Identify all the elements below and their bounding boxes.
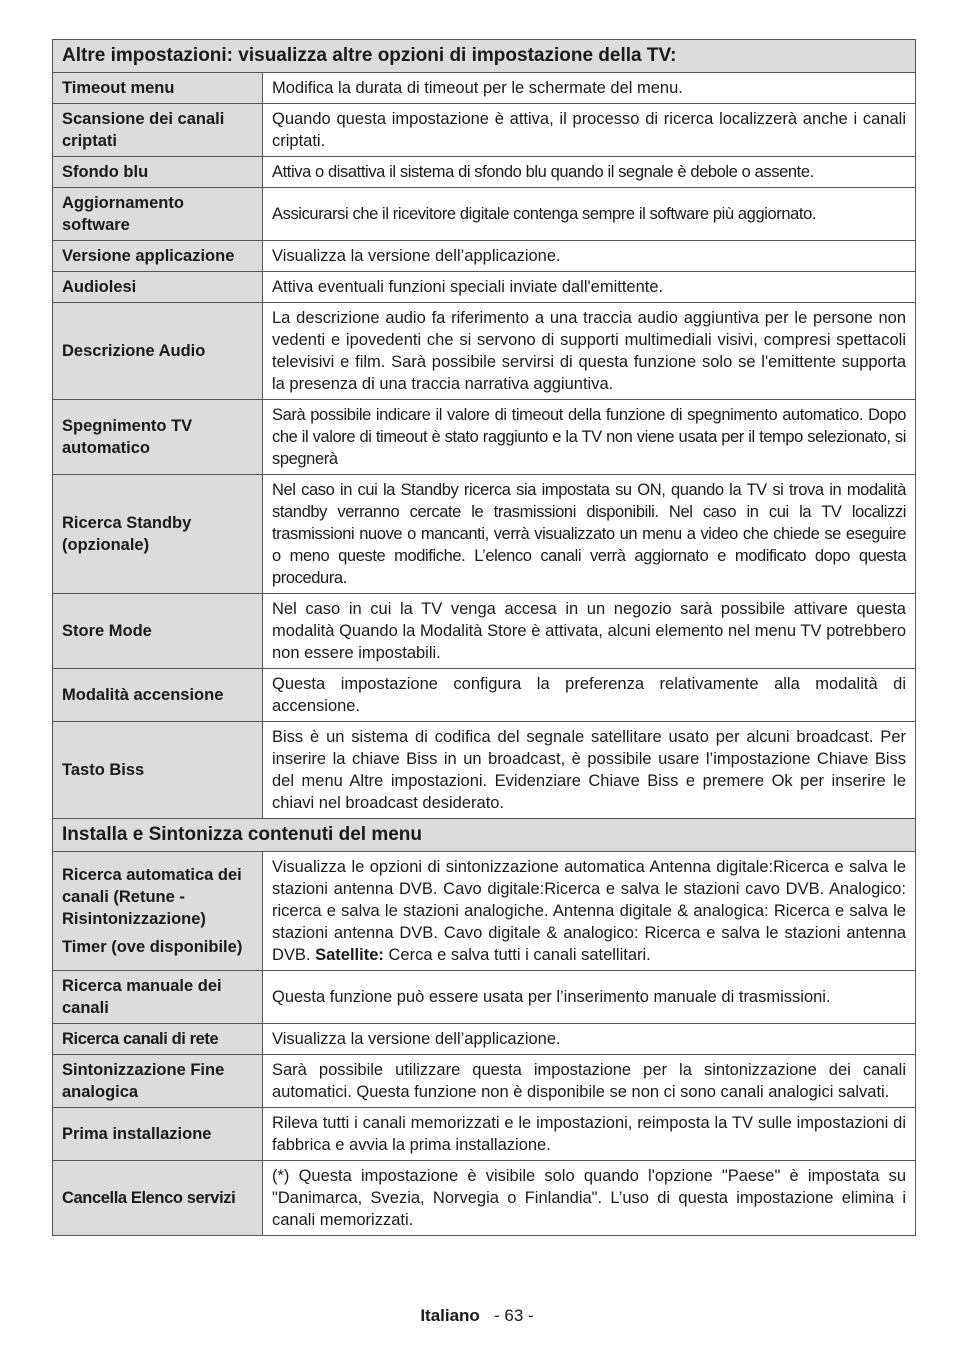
row-description: Modifica la durata di timeout per le schermate del menu. <box>263 73 916 104</box>
table-row <box>53 73 916 104</box>
section-header-row <box>53 40 916 73</box>
table-row <box>53 400 916 475</box>
row-label: Modalità accensione <box>53 669 263 722</box>
row-label-secondary: Timer (ove disponibile) <box>62 938 243 956</box>
row-label: Ricerca canali di rete <box>53 1024 263 1055</box>
row-description: Nel caso in cui la TV venga accesa in un negozio sarà possibile attivare questa modalità Quando la Modalità Store è attivata, alcuni elemento nel menu TV potrebbero non essere impostabili. <box>263 594 916 669</box>
row-label: Scansione dei canali criptati <box>53 104 263 157</box>
table-row <box>53 157 916 188</box>
row-description: Visualizza la versione dell’applicazione. <box>263 1024 916 1055</box>
page-footer <box>0 1306 954 1326</box>
table-row <box>53 1108 916 1161</box>
table-row <box>53 852 916 971</box>
description-bold-text: Satellite: <box>315 946 384 964</box>
row-label: Ricerca manuale dei canali <box>53 971 263 1024</box>
row-description: Rileva tutti i canali memorizzati e le impostazioni, reimposta la TV sulle impostazioni di fabbrica e avvia la prima installazione. <box>263 1108 916 1161</box>
row-description: Biss è un sistema di codifica del segnale satellitare usato per alcuni broadcast. Per inserire la chiave Biss in un broadcast, è possibile usare l’impostazione Chiave Biss del menu Altre impostazioni. Evidenziare Chiave Biss e premere Ok per inserire le chiavi nel broadcast desiderato. <box>263 722 916 819</box>
row-label: Tasto Biss <box>53 722 263 819</box>
row-label: Store Mode <box>53 594 263 669</box>
section-title-install: Installa e Sintonizza contenuti del menu <box>53 819 916 852</box>
page-number: - 63 - <box>494 1306 534 1325</box>
row-label: Descrizione Audio <box>53 303 263 400</box>
row-description: Nel caso in cui la Standby ricerca sia impostata su ON, quando la TV si trova in modalità standby verranno cercate le trasmissioni disponibili. Nel caso in cui la TV localizzi trasmissioni nuove o mancanti, verrà visualizzato un menu a video che chiede se eseguire o meno queste modifiche. L’elenco canali verrà aggiornato e modificato dopo questa procedura. <box>263 475 916 594</box>
row-description: Questa impostazione configura la preferenza relativamente alla modalità di accensione. <box>263 669 916 722</box>
table-row <box>53 241 916 272</box>
table-row <box>53 1161 916 1236</box>
table-row <box>53 1024 916 1055</box>
row-label: Ricerca Standby (opzionale) <box>53 475 263 594</box>
row-label: Sintonizzazione Fine analogica <box>53 1055 263 1108</box>
row-description <box>263 852 916 971</box>
row-label: Versione applicazione <box>53 241 263 272</box>
row-description: Assicurarsi che il ricevitore digitale contenga sempre il software più aggiornato. <box>263 188 916 241</box>
row-label: Sfondo blu <box>53 157 263 188</box>
settings-table <box>52 39 916 1236</box>
row-label: Aggiornamento software <box>53 188 263 241</box>
row-description: Quando questa impostazione è attiva, il processo di ricerca localizzerà anche i canali criptati. <box>263 104 916 157</box>
row-label: Spegnimento TV automatico <box>53 400 263 475</box>
section-header-row <box>53 819 916 852</box>
table-row <box>53 1055 916 1108</box>
footer-language: Italiano <box>420 1306 480 1325</box>
description-text-end: Cerca e salva tutti i canali satellitari. <box>388 946 651 964</box>
row-description: Questa funzione può essere usata per l’inserimento manuale di trasmissioni. <box>263 971 916 1024</box>
table-row <box>53 104 916 157</box>
description-text: Visualizza le opzioni di sintonizzazione automatica Antenna digitale:Ricerca e salva le stazioni antenna DVB. Cavo digitale:Ricerca e salva le stazioni cavo DVB. Analogico: ricerca e salva le stazioni analogiche. Antenna digitale & analogica: Ricerca e salva le stazioni antenna DVB. Cavo digitale & analogico: Ricerca e salva le stazioni antenna DVB. <box>272 858 906 964</box>
row-label: Audiolesi <box>53 272 263 303</box>
row-label: Prima installazione <box>53 1108 263 1161</box>
row-description: (*) Questa impostazione è visibile solo quando l'opzione "Paese" è impostata su "Danimarca, Svezia, Norvegia o Finlandia". L’uso di questa impostazione elimina i canali memorizzati. <box>263 1161 916 1236</box>
row-description: Visualizza la versione dell’applicazione. <box>263 241 916 272</box>
row-label: Cancella Elenco servizi <box>53 1161 263 1236</box>
row-description: Sarà possibile utilizzare questa impostazione per la sintonizzazione dei canali automatici. Questa funzione non è disponibile se non ci sono canali analogici salvati. <box>263 1055 916 1108</box>
row-description: Sarà possibile indicare il valore di timeout della funzione di spegnimento automatico. Dopo che il valore di timeout è stato raggiunto e la TV non viene usata per il tempo selezionato, si spegnerà <box>263 400 916 475</box>
row-label: Timeout menu <box>53 73 263 104</box>
row-description: La descrizione audio fa riferimento a una traccia audio aggiuntiva per le persone non vedenti e ipovedenti che si servono di supporti multimediali visivi, compresi spettacoli televisivi e film. Sarà possibile servirsi di questa funzione solo se l'emittente supporta la presenza di una traccia narrativa aggiuntiva. <box>263 303 916 400</box>
row-description: Attiva o disattiva il sistema di sfondo blu quando il segnale è debole o assente. <box>263 157 916 188</box>
table-row <box>53 188 916 241</box>
row-label-group <box>53 852 263 971</box>
row-description: Attiva eventuali funzioni speciali inviate dall'emittente. <box>263 272 916 303</box>
table-row <box>53 272 916 303</box>
table-row <box>53 594 916 669</box>
table-row <box>53 971 916 1024</box>
section-title-other-settings: Altre impostazioni: visualizza altre opzioni di impostazione della TV: <box>53 40 916 73</box>
row-label: Ricerca automatica dei canali (Retune - Risintonizzazione) <box>62 866 242 928</box>
table-row <box>53 303 916 400</box>
table-row <box>53 475 916 594</box>
table-row <box>53 722 916 819</box>
table-row <box>53 669 916 722</box>
